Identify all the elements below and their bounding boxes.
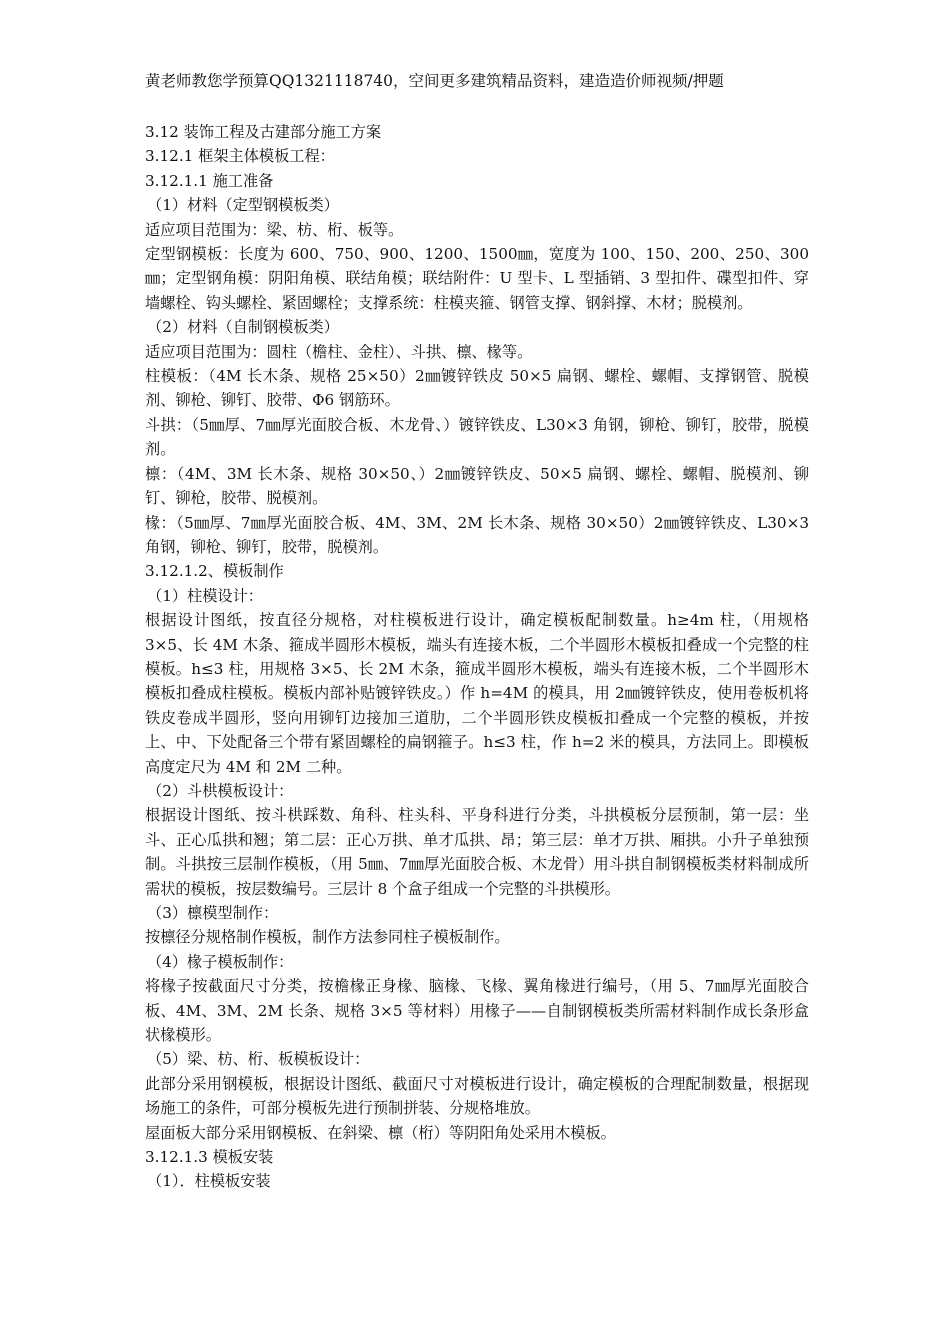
- paragraph: 屋面板大部分采用钢模板、在斜梁、檩（桁）等阴阳角处采用木模板。: [145, 1123, 616, 1142]
- paragraph: 檩：（4M、3M 长木条、规格 30×50、）2㎜镀锌铁皮、50×5 扁钢、螺栓、螺帽、脱模剂、铆钉、铆枪，胶带、脱模剂。: [145, 464, 809, 508]
- subsection-heading: 3.12.1 框架主体模板工程：: [145, 147, 335, 166]
- paragraph: 椽：（5㎜厚、7㎜厚光面胶合板、4M、3M、2M 长木条、规格 30×50）2㎜镀锌铁皮、L30×3 角钢，铆枪、铆钉，胶带，脱模剂。: [145, 513, 809, 556]
- paragraph: 此部分采用钢模板，根据设计图纸、截面尺寸对模板进行设计，确定模板的合理配制数量，根据现场施工的条件，可部分模板先进行预制拼装、分规格堆放。: [145, 1074, 809, 1118]
- item-heading: （2）材料（自制钢模板类）: [147, 318, 339, 337]
- paragraph: 根据设计图纸、按斗栱踩数、角科、柱头科、平身科进行分类，斗拱模板分层预制，第一层：坐斗、正心瓜拱和翘；第二层：正心万拱、单才瓜拱、昂；第三层：单才万拱、厢拱。小升子单独预制。斗拱按三层制作模板，（用 5㎜、7㎜厚光面胶合板、木龙骨）用斗拱自制钢模板类材料制成所需状的模板，按层数编号。三层计 8 个盒子组成一个完整的斗拱模形。: [145, 806, 809, 898]
- paragraph: 定型钢模板：长度为 600、750、900、1200、1500㎜，宽度为 100、150、200、250、300㎜；定型钢角模：阴阳角模、联结角模；联结附件：U 型卡、L 型插销、3 型扣件、碟型扣件、穿墙螺栓、钩头螺栓、紧固螺栓；支撑系统：柱模夹箍、钢管支撑、钢斜撑、木材；脱模剂。: [145, 245, 809, 312]
- item-heading: （1）材料（定型钢模板类）: [147, 196, 339, 215]
- item-heading: （1）．柱模板安装: [147, 1172, 271, 1191]
- paragraph: 根据设计图纸，按直径分规格，对柱模板进行设计，确定模板配制数量。h≥4m 柱，（用规格 3×5、长 4M 木条、箍成半圆形木模板，端头有连接木板，二个半圆形木模板扣叠成一个完整的柱模板。h≤3 柱，用规格 3×5、长 2M 木条，箍成半圆形木模板，端头有连接木板，二个半圆形木模板扣叠成柱模板。模板内部补贴镀锌铁皮。）作 h=4M 的模具，用 2㎜镀锌铁皮，使用卷板机将铁皮卷成半圆形，竖向用铆钉边接加三道肋，二个半圆形铁皮模板扣叠成一个完整的模板，并按上、中、下处配备三个带有紧固螺栓的扁钢箍子。h≤3 柱，作 h=2 米的模具，方法同上。即模板高度定尺为 4M 和 2M 二种。: [145, 611, 809, 776]
- item-heading: （2）斗栱模板设计：: [147, 781, 294, 800]
- subsection-heading: 3.12.1.3 模板安装: [145, 1148, 274, 1167]
- page-header: 黄老师教您学预算QQ1321118740，空间更多建筑精品资料，建造造价师视频/押题: [145, 72, 724, 90]
- item-heading: （1）柱模设计：: [147, 586, 263, 605]
- paragraph: 适应项目范围为：梁、枋、桁、板等。: [145, 220, 404, 239]
- paragraph: 适应项目范围为：圆柱（檐柱、金柱）、斗拱、檩、椽等。: [145, 342, 533, 361]
- paragraph: 柱模板：（4M 长木条、规格 25×50）2㎜镀锌铁皮 50×5 扁钢、螺栓、螺帽、支撑钢管、脱模剂、铆枪、铆钉、胶带、Φ6 钢筋环。: [145, 367, 809, 410]
- paragraph: 将椽子按截面尺寸分类，按檐椽正身椽、脑椽、飞椽、翼角椽进行编号，（用 5、7㎜厚光面胶合板、4M、3M、2M 长条、规格 3×5 等材料）用椽子——自制钢模板类所需材料制作成长条形盒状椽模形。: [145, 977, 809, 1045]
- subsection-heading: 3.12.1.1 施工准备: [145, 171, 274, 190]
- section-heading: 3.12 装饰工程及古建部分施工方案: [145, 123, 382, 141]
- document-body: [145, 120, 809, 1194]
- item-heading: （4）椽子模板制作：: [147, 952, 294, 971]
- item-heading: （5）梁、枋、桁、板模板设计：: [147, 1050, 370, 1069]
- subsection-heading: 3.12.1.2、模板制作: [145, 562, 284, 581]
- item-heading: （3）檩模型制作：: [147, 904, 279, 922]
- paragraph: 按檩径分规格制作模板，制作方法参同柱子模板制作。: [145, 928, 510, 947]
- paragraph: 斗拱：（5㎜厚、7㎜厚光面胶合板、木龙骨、）镀锌铁皮、L30×3 角钢，铆枪、铆钉，胶带，脱模剂。: [145, 415, 809, 459]
